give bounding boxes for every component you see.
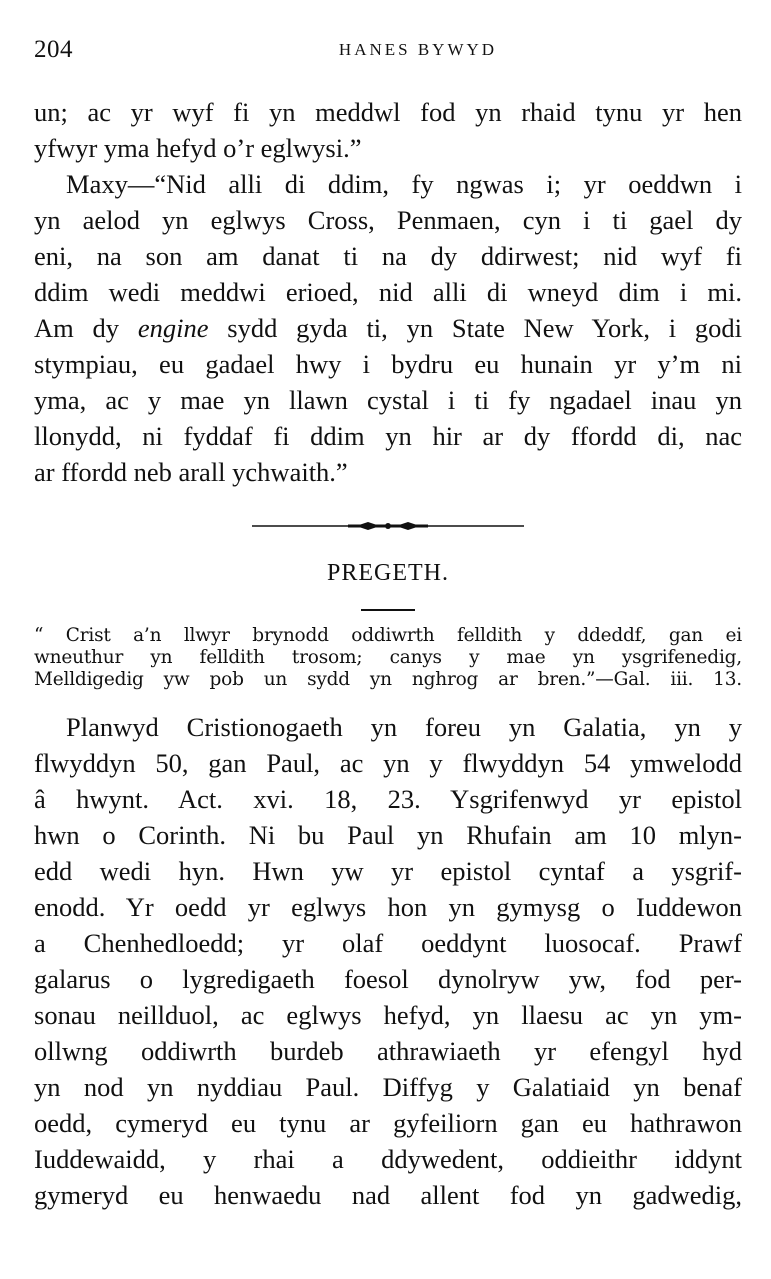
section-title: PREGETH. — [327, 560, 449, 586]
text-line: a Chenhedloedd; yr olaf oeddynt luosocaf. Prawf — [34, 928, 742, 958]
page-number: 204 — [34, 36, 73, 63]
section-ornament — [252, 518, 524, 534]
book-page — [34, 30, 742, 1213]
page-header — [34, 30, 742, 66]
italic-word: engine — [137, 313, 209, 343]
text-line: sonau neillduol, ac eglwys hefyd, yn llaesu ac yn ym- — [34, 1000, 742, 1030]
text-line: ar ffordd neb arall ychwaith.” — [34, 457, 348, 487]
epigraph — [34, 625, 742, 691]
epigraph-line: Melldigedig yw pob un sydd yn nghrog ar bren.”—Gal. iii. 13. — [34, 669, 742, 690]
text-line: eni, na son am danat ti na dy ddirwest; nid wyf fi — [34, 241, 742, 271]
text-line: un; ac yr wyf fi yn meddwl fod yn rhaid tynu yr hen — [34, 97, 742, 127]
text-line: Maxy—“Nid alli di ddim, fy ngwas i; yr oeddwn i — [66, 169, 742, 199]
text-line: flwyddyn 50, gan Paul, ac yn y flwyddyn 54 ymwelodd — [34, 748, 742, 778]
text-line: oedd, cymeryd eu tynu ar gyfeiliorn gan eu hathrawon — [34, 1108, 742, 1138]
text-line-engine — [34, 310, 742, 346]
text-line: yma, ac y mae yn llawn cystal i ti fy ngadael inau yn — [34, 385, 742, 415]
text-line: yfwyr yma hefyd o’r eglwysi.” — [34, 133, 362, 163]
sermon-paragraph — [34, 709, 742, 1213]
running-head: HANES BYWYD — [338, 40, 498, 59]
epigraph-line: wneuthur yn felldith trosom; canys y mae yn ysgrifenedig, — [34, 647, 742, 668]
text-line: â hwynt. Act. xvi. 18, 23. Ysgrifenwyd yr epistol — [34, 784, 742, 814]
dialogue-block — [34, 94, 742, 490]
text-line: yn aelod yn eglwys Cross, Penmaen, cyn i ti gael dy — [34, 205, 742, 235]
text-fragment: Am dy — [34, 313, 138, 343]
title-rule — [361, 609, 415, 611]
text-line: stympiau, eu gadael hwy i bydru eu hunain yr y’m ni — [34, 349, 742, 379]
text-line: enodd. Yr oedd yr eglwys hon yn gymysg o Iuddewon — [34, 892, 742, 922]
text-line: ddim wedi meddwi erioed, nid alli di wneyd dim i mi. — [34, 277, 742, 307]
text-fragment: sydd gyda ti, yn State New York, i godi — [208, 313, 743, 343]
text-line: llonydd, ni fyddaf fi ddim yn hir ar dy ffordd di, nac — [34, 421, 742, 451]
text-line: Iuddewaidd, y rhai a ddywedent, oddieithr iddynt — [34, 1144, 742, 1174]
text-line: yn nod yn nyddiau Paul. Diffyg y Galatiaid yn benaf — [34, 1072, 742, 1102]
text-line: hwn o Corinth. Ni bu Paul yn Rhufain am 10 mlyn- — [34, 820, 742, 850]
epigraph-line: “ Crist a’n llwyr brynodd oddiwrth felldith y ddeddf, gan ei — [34, 625, 742, 646]
text-line: edd wedi hyn. Hwn yw yr epistol cyntaf a ysgrif- — [34, 856, 742, 886]
text-line: ollwng oddiwrth burdeb athrawiaeth yr efengyl hyd — [34, 1036, 742, 1066]
text-line: Planwyd Cristionogaeth yn foreu yn Galatia, yn y — [66, 712, 742, 742]
text-line: galarus o lygredigaeth foesol dynolryw yw, fod per- — [34, 964, 742, 994]
text-line: gymeryd eu henwaedu nad allent fod yn gadwedig, — [34, 1180, 742, 1210]
